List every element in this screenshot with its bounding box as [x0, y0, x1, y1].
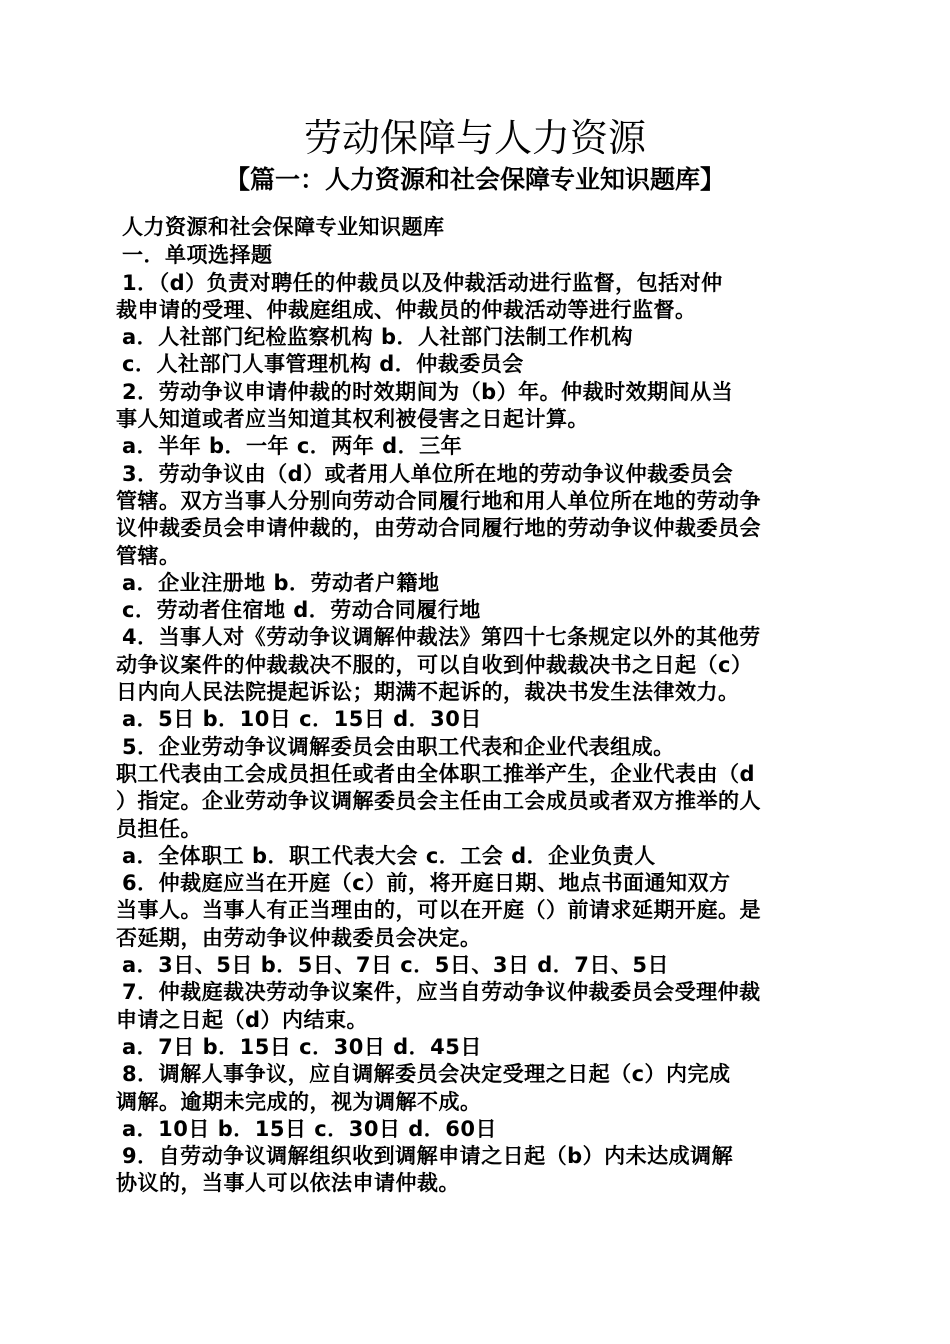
option-line: a．7日 b．15日 c．30日 d．45日 [122, 1034, 482, 1059]
question-line: 8．调解人事争议，应自调解委员会决定受理之日起（c）内完成 [122, 1062, 731, 1087]
option-line: a．10日 b．15日 c．30日 d．60日 [122, 1116, 498, 1141]
document-title: 劳动保障与人力资源 [303, 116, 646, 160]
question-line: 3．劳动争议由（d）或者用人单位所在地的劳动争议仲裁委员会 [122, 461, 734, 486]
question-line: 否延期，由劳动争议仲裁委员会决定。 [116, 925, 482, 950]
question-line: 裁申请的受理、仲裁庭组成、仲裁员的仲裁活动等进行监督。 [116, 297, 697, 322]
option-line: c．劳动者住宿地 d．劳动合同履行地 [122, 598, 481, 623]
option-line: a．半年 b．一年 c．两年 d．三年 [122, 434, 463, 459]
question-line: 管辖。双方当事人分别向劳动合同履行地和用人单位所在地的劳动争 [116, 488, 761, 513]
section-heading: 人力资源和社会保障专业知识题库 [122, 215, 445, 239]
question-line: 7．仲裁庭裁决劳动争议案件，应当自劳动争议仲裁委员会受理仲裁 [122, 980, 761, 1005]
question-line: ）指定。企业劳动争议调解委员会主任由工会成员或者双方推举的人 [116, 789, 761, 814]
option-line: a．企业注册地 b．劳动者户籍地 [122, 570, 440, 595]
option-line: a．5日 b．10日 c．15日 d．30日 [122, 707, 482, 732]
document-subtitle: 【篇一：人力资源和社会保障专业知识题库】 [224, 165, 725, 194]
question-line: 职工代表由工会成员担任或者由全体职工推举产生，企业代表由（d [116, 761, 756, 786]
question-line: 当事人。当事人有正当理由的，可以在开庭（）前请求延期开庭。是 [116, 898, 761, 923]
question-line: 日内向人民法院提起诉讼；期满不起诉的，裁决书发生法律效力。 [116, 680, 740, 705]
document-body [116, 214, 836, 1198]
question-line: 协议的，当事人可以依法申请仲裁。 [116, 1171, 460, 1196]
question-line: 动争议案件的仲裁裁决不服的，可以自收到仲裁裁决书之日起（c） [116, 652, 753, 677]
question-line: 调解。逾期未完成的，视为调解不成。 [116, 1089, 482, 1114]
option-line: c．人社部门人事管理机构 d．仲裁委员会 [122, 352, 524, 377]
option-line: a．3日、5日 b．5日、7日 c．5日、3日 d．7日、5日 [122, 953, 670, 978]
option-line: a．人社部门纪检监察机构 b．人社部门法制工作机构 [122, 325, 634, 350]
question-line: 管辖。 [116, 543, 181, 568]
question-line: 2．劳动争议申请仲裁的时效期间为（b）年。仲裁时效期间从当 [122, 379, 734, 404]
question-line: 1．（d）负责对聘任的仲裁员以及仲裁活动进行监督，包括对仲 [122, 270, 723, 295]
question-line: 9．自劳动争议调解组织收到调解申请之日起（b）内未达成调解 [122, 1144, 734, 1169]
question-line: 事人知道或者应当知道其权利被侵害之日起计算。 [116, 407, 589, 432]
question-line: 员担任。 [116, 816, 202, 841]
option-line: a．全体职工 b．职工代表大会 c．工会 d．企业负责人 [122, 843, 656, 868]
question-line: 5．企业劳动争议调解委员会由职工代表和企业代表组成。 [122, 734, 675, 759]
section-label: 一．单项选择题 [122, 243, 273, 268]
question-line: 6．仲裁庭应当在开庭（c）前，将开庭日期、地点书面通知双方 [122, 871, 731, 896]
question-line: 4．当事人对《劳动争议调解仲裁法》第四十七条规定以外的其他劳 [122, 625, 761, 650]
question-line: 议仲裁委员会申请仲裁的，由劳动合同履行地的劳动争议仲裁委员会 [116, 516, 761, 541]
question-line: 申请之日起（d）内结束。 [116, 1007, 369, 1032]
